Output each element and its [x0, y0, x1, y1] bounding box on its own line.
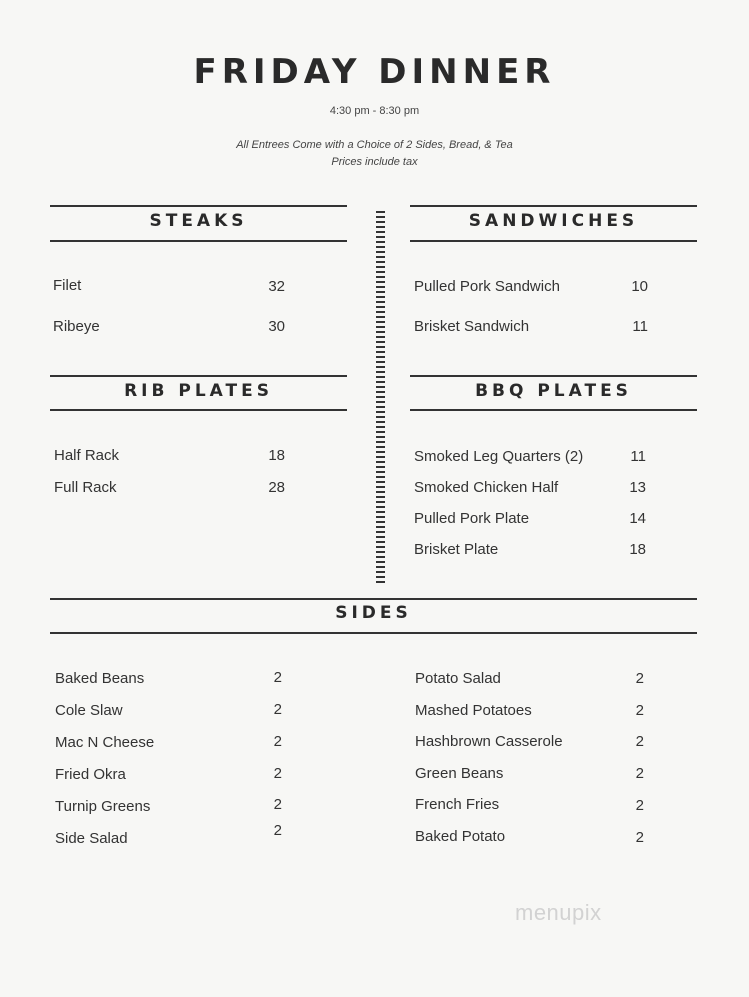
section-rule — [50, 409, 347, 411]
side-item-price: 2 — [635, 765, 644, 782]
side-item-name: Cole Slaw — [55, 702, 123, 719]
entree-note: All Entrees Come with a Choice of 2 Sides, Bread, & Tea — [236, 139, 513, 151]
section-title-bbq-plates: BBQ PLATES — [475, 381, 632, 401]
side-item-name: French Fries — [415, 796, 500, 813]
side-item-price: 2 — [635, 670, 644, 687]
menu-item-name: Smoked Chicken Half — [414, 479, 559, 496]
menu-item-name: Full Rack — [54, 479, 117, 496]
section-title-sides: SIDES — [335, 603, 412, 623]
section-rule — [50, 205, 347, 207]
side-item-price: 2 — [273, 669, 282, 686]
watermark-logo: menupix — [515, 900, 602, 925]
side-item-price: 2 — [635, 797, 644, 814]
menu-item-price: 32 — [268, 278, 285, 295]
side-item-name: Fried Okra — [55, 766, 126, 783]
side-item-price: 2 — [635, 702, 644, 719]
side-item-name: Mac N Cheese — [55, 734, 155, 751]
menu-item-price: 18 — [268, 447, 285, 464]
menu-item-price: 14 — [629, 510, 646, 527]
side-item-name: Green Beans — [415, 765, 504, 782]
section-rule — [50, 632, 697, 634]
menu-item-price: 30 — [268, 318, 285, 335]
side-item-name: Baked Beans — [55, 670, 145, 687]
menu-item-price: 11 — [632, 318, 648, 335]
section-rule — [50, 598, 697, 600]
side-item-name: Potato Salad — [415, 670, 501, 687]
section-rule — [50, 240, 347, 242]
service-hours: 4:30 pm - 8:30 pm — [329, 105, 420, 117]
section-rule — [410, 205, 697, 207]
menu-item-name: Brisket Plate — [414, 541, 499, 558]
menu-item-price: 18 — [629, 541, 646, 558]
side-item-name: Baked Potato — [415, 828, 506, 845]
section-rule — [410, 375, 697, 377]
menu-item-price: 10 — [631, 278, 648, 295]
side-item-name: Side Salad — [55, 830, 128, 847]
side-item-name: Hashbrown Casserole — [415, 733, 563, 750]
menu-item-price: 28 — [268, 479, 285, 496]
menu-item-name: Smoked Leg Quarters (2) — [414, 448, 584, 465]
menu-item-name: Filet — [53, 277, 82, 294]
menu-item-name: Brisket Sandwich — [414, 318, 530, 335]
side-item-price: 2 — [273, 733, 282, 750]
menu-item-name: Pulled Pork Sandwich — [414, 278, 560, 295]
side-item-price: 2 — [635, 829, 644, 846]
side-item-price: 2 — [273, 796, 282, 813]
menu-item-name: Pulled Pork Plate — [414, 510, 530, 527]
tax-note: Prices include tax — [331, 156, 418, 168]
side-item-price: 2 — [273, 701, 282, 718]
menu-item-name: Ribeye — [53, 318, 100, 335]
section-title-sandwiches: SANDWICHES — [468, 211, 639, 231]
section-rule — [50, 375, 347, 377]
section-title-steaks: STEAKS — [149, 211, 248, 231]
section-title-rib-plates: RIB PLATES — [124, 381, 273, 401]
section-rule — [410, 240, 697, 242]
menu-item-name: Half Rack — [54, 447, 120, 464]
side-item-name: Mashed Potatoes — [415, 702, 532, 719]
side-item-price: 2 — [635, 733, 644, 750]
side-item-name: Turnip Greens — [55, 798, 151, 815]
menu-item-price: 11 — [630, 448, 646, 465]
menu-title: FRIDAY DINNER — [193, 52, 556, 92]
column-divider — [376, 211, 385, 585]
side-item-price: 2 — [273, 822, 282, 839]
side-item-price: 2 — [273, 765, 282, 782]
menu-item-price: 13 — [629, 479, 646, 496]
section-rule — [410, 409, 697, 411]
